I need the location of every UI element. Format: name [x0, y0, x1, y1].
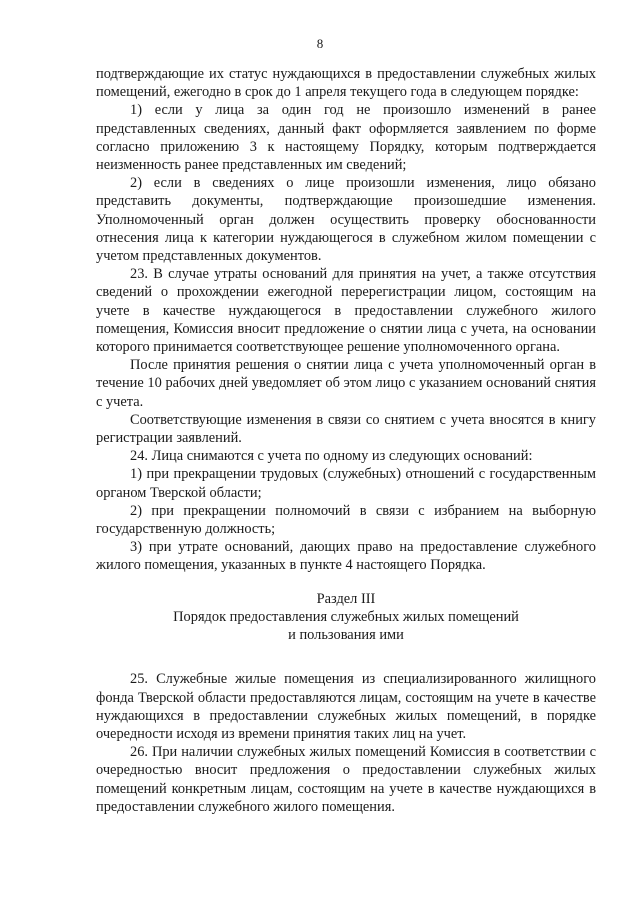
document-body [96, 65, 596, 816]
paragraph-clause-25: 25. Служебные жилые помещения из специализированного жилищного фонда Тверской области предоставляются лицам, состоящим на учете в качестве нуждающихся в предоставлении служебных жилых помещений, в порядке очередности исходя из времени принятия таких лиц на учет. [96, 671, 596, 742]
paragraph-clause-24-item-3: 3) при утрате оснований, дающих право на предоставление служебного жилого помещения, указанных в пункте 4 настоящего Порядка. [96, 539, 596, 574]
section-label: Раздел III [316, 590, 376, 607]
paragraph-item-2-changes: 2) если в сведениях о лице произошли изменения, лицо обязано представить документы, подтверждающие произошедшие изменения. Уполномоченный орган должен осуществить проверку обоснованности отнесения лица к категории нуждающегося в служебном жилом помещении с учетом представленных документов. [96, 175, 596, 265]
paragraph-clause-24-item-2: 2) при прекращении полномочий в связи с избранием на выборную государственную должность; [96, 502, 596, 538]
page-number: 8 [316, 36, 324, 51]
paragraph-registry-changes: Соответствующие изменения в связи со снятием с учета вносятся в книгу регистрации заявлений. [96, 411, 596, 447]
paragraph-clause-23: 23. В случае утраты оснований для принятия на учет, а также отсутствия сведений о прохождении ежегодной перерегистрации лицом, состоящим на учете в качестве нуждающегося в предоставлении служебного жилого помещения, Комиссия вносит предложение о снятии лица с учета, на основании которого принимается соответствующее решение уполномоченного органа. [96, 266, 596, 356]
paragraph-clause-24: 24. Лица снимаются с учета по одному из следующих оснований: [130, 448, 533, 465]
paragraph-clause-24-item-1: 1) при прекращении трудовых (служебных) отношений с государственным органом Тверской области; [96, 466, 596, 501]
section-title-line-2: и пользования ими [288, 627, 404, 644]
section-title-line-1: Порядок предоставления служебных жилых помещений [173, 608, 519, 625]
paragraph-status-confirmation: подтверждающие их статус нуждающихся в предоставлении служебных жилых помещений, ежегодно в срок до 1 апреля текущего года в следующем порядке: [96, 66, 596, 101]
heading-spacer [96, 644, 596, 670]
paragraph-item-1-no-changes: 1) если у лица за один год не произошло изменений в ранее представленных сведениях, данный факт оформляется заявлением по форме согласно приложению 3 к настоящему Порядку, которым подтверждается неизменность ранее представленных им сведений; [96, 102, 596, 174]
section-heading [96, 590, 596, 645]
paragraph-notification: После принятия решения о снятии лица с учета уполномоченный орган в течение 10 рабочих дней уведомляет об этом лицо с указанием оснований снятия с учета. [96, 357, 596, 410]
paragraph-clause-26: 26. При наличии служебных жилых помещений Комиссия в соответствии с очередностью вносит предложения о предоставлении служебных жилых помещений конкретным лицам, состоящим на учете в качестве нуждающихся в предоставлении служебного жилого помещения. [96, 744, 596, 815]
